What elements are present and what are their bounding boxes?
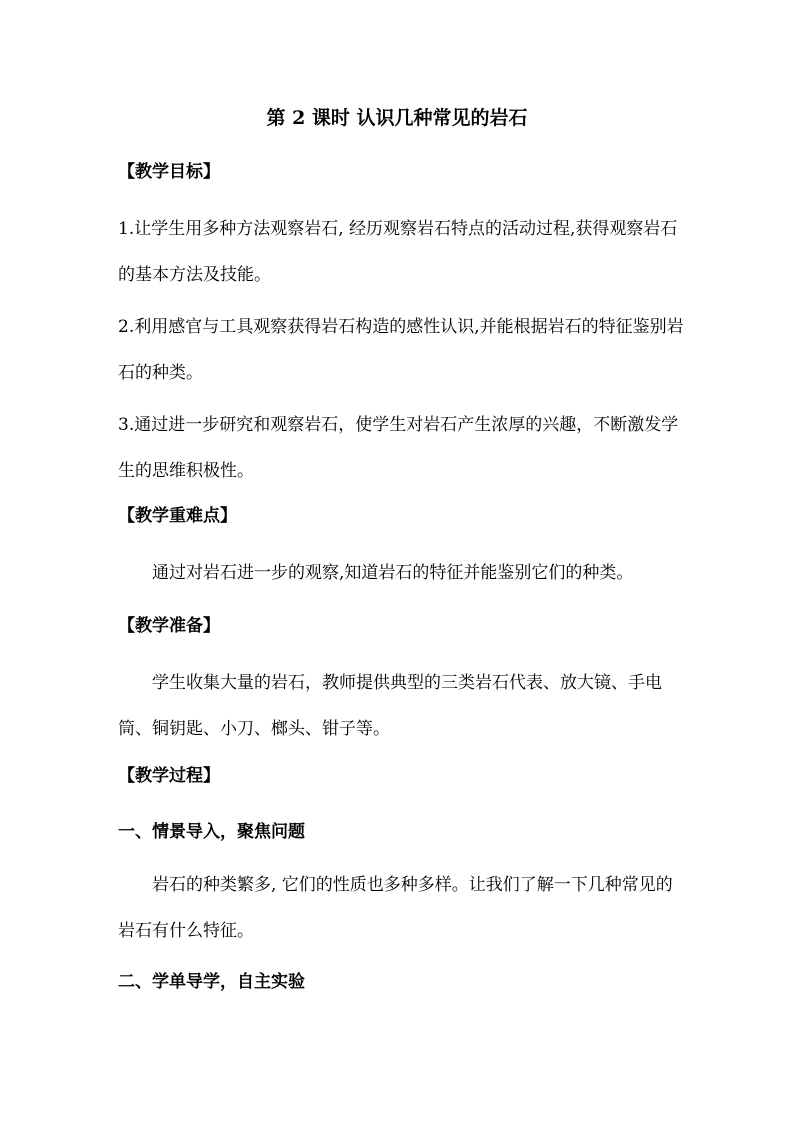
key-points-heading: 【教学重难点】 (118, 506, 237, 526)
preparation-text: 学生收集大量的岩石，教师提供典型的三类岩石代表、放大镜、手电筒、铜钥匙、小刀、榔头、钳子等。 (118, 673, 662, 739)
objective-item-3: 3.通过进一步研究和观察岩石，使学生对岩石产生浓厚的兴趣，不断激发学生的思维积极性。 (118, 415, 679, 481)
objective-item-2: 2.利用感官与工具观察获得岩石构造的感性认识,并能根据岩石的特征鉴别岩石的种类。 (118, 317, 684, 383)
preparation-heading: 【教学准备】 (118, 616, 220, 636)
document-title: 第 2 课时 认识几种常见的岩石 (266, 107, 528, 129)
objectives-heading: 【教学目标】 (118, 162, 220, 182)
key-points-text: 通过对岩石进一步的观察,知道岩石的特征并能鉴别它们的种类。 (152, 563, 634, 583)
part-1-text: 岩石的种类繁多, 它们的性质也多种多样。让我们了解一下几种常见的岩石有什么特征。 (118, 875, 673, 941)
objective-item-1: 1.让学生用多种方法观察岩石, 经历观察岩石特点的活动过程,获得观察岩石的基本方法及技能。 (118, 219, 678, 285)
part-2-heading: 二、学单导学，自主实验 (118, 972, 305, 992)
part-1-heading: 一、情景导入，聚焦问题 (118, 822, 305, 842)
process-heading: 【教学过程】 (118, 766, 220, 786)
